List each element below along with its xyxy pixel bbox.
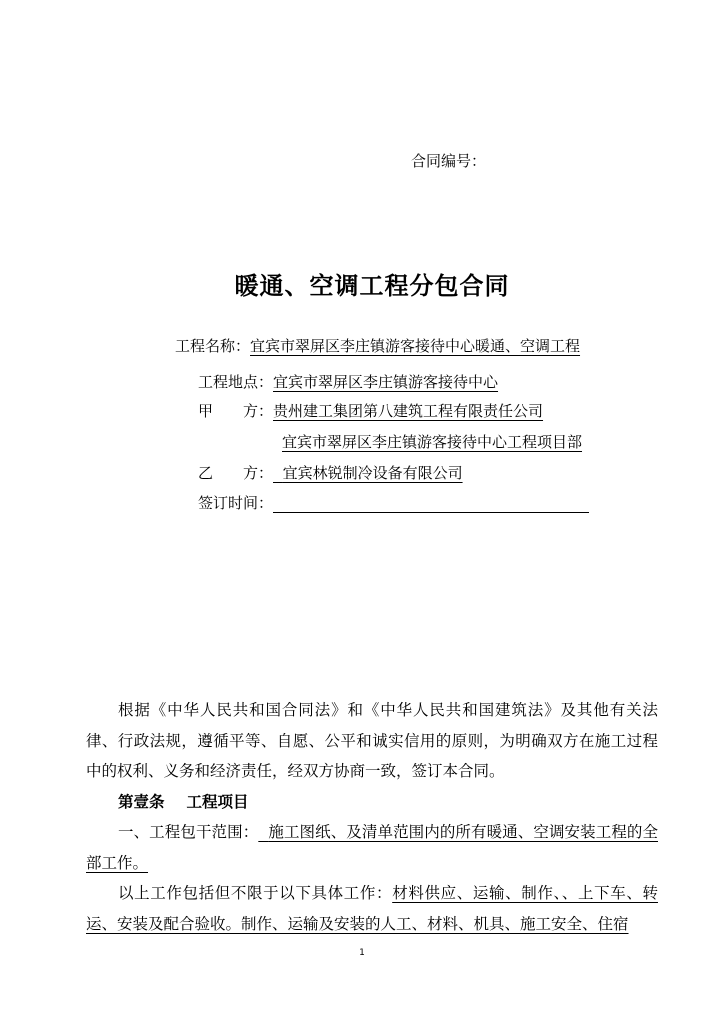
party-a-row-2 [282,431,582,452]
intro-paragraph: 根据《中华人民共和国合同法》和《中华人民共和国建筑法》及其他有关法律、行政法规，遵循平等、自愿、公平和诚实信用的原则，为明确双方在施工过程中的权利、义务和经济责任，经双方协商一致，签订本合同。 [86,701,658,780]
page-number: 1 [359,948,365,958]
party-a-label: 甲 方： [198,402,274,420]
project-name-label: 工程名称： [175,337,251,355]
project-location-row [198,371,498,392]
project-name-row [175,335,580,356]
sign-date-label: 签订时间： [198,494,274,512]
article-1-heading [86,787,658,818]
includes-value: 材料供应、运输、制作、、上下车、转运、安装及配合验收。制作、运输及安装的人工、材料、机具、施工安全、住宿 [86,884,658,933]
party-b-row [198,462,463,483]
includes-paragraph [86,878,658,939]
article-1-title: 工程项目 [186,792,249,811]
party-b-name: 宜宾林锐制冷设备有限公司 [282,464,463,482]
sign-date-blank [273,498,589,513]
project-location-value: 宜宾市翠屏区李庄镇游客接待中心 [273,373,499,391]
party-b-label: 乙 方： [198,464,274,482]
contract-body [86,695,658,939]
party-a-row [198,400,543,421]
scope-paragraph [86,817,658,878]
party-a-value-line2: 宜宾市翠屏区李庄镇游客接待中心工程项目部 [282,433,583,451]
project-location-label: 工程地点： [198,373,274,391]
includes-label: 以上工作包括但不限于以下具体工作： [118,884,393,902]
party-b-value [273,464,463,482]
scope-label: 一、工程包干范围： [118,823,259,841]
article-1-number: 第壹条 [118,792,165,811]
sign-date-row [198,492,589,513]
contract-number-label: 合同编号： [411,152,487,170]
project-name-value: 宜宾市翠屏区李庄镇游客接待中心暖通、空调工程 [250,337,581,355]
scope-text: 施工图纸、及清单范围内的所有暖通、空调安装工程的全部工作。 [86,823,658,872]
party-a-value-line1: 贵州建工集团第八建筑工程有限责任公司 [273,402,544,420]
document-title: 暖通、空调工程分包合同 [234,272,510,300]
